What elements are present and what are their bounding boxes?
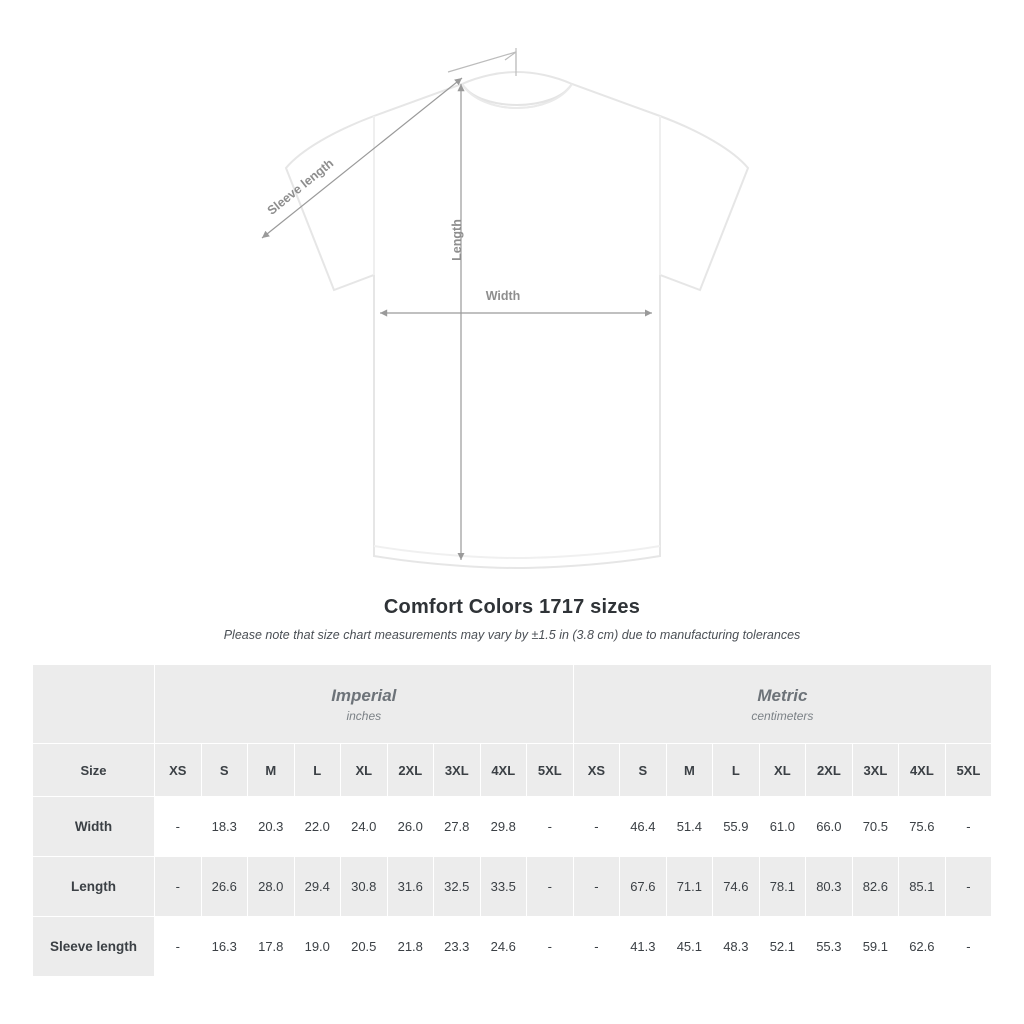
sleeve-imperial-xs: - — [155, 917, 202, 977]
header-metric-2xl: 2XL — [806, 744, 853, 797]
header-metric-s: S — [620, 744, 667, 797]
length-imperial-3xl: 32.5 — [434, 857, 481, 917]
sleeve-metric-s: 41.3 — [620, 917, 667, 977]
width-metric-4xl: 75.6 — [899, 797, 946, 857]
sleeve-imperial-5xl: - — [527, 917, 574, 977]
sleeve-metric-5xl: - — [945, 917, 992, 977]
sleeve-metric-3xl: 59.1 — [852, 917, 899, 977]
header-imperial-m: M — [248, 744, 295, 797]
width-metric-s: 46.4 — [620, 797, 667, 857]
sleeve-imperial-l: 19.0 — [294, 917, 341, 977]
length-label: Length — [450, 219, 464, 261]
sleeve-metric-l: 48.3 — [713, 917, 760, 977]
length-imperial-xl: 30.8 — [341, 857, 388, 917]
header-imperial-l: L — [294, 744, 341, 797]
sleeve-metric-4xl: 62.6 — [899, 917, 946, 977]
header-metric-4xl: 4XL — [899, 744, 946, 797]
sleeve-imperial-xl: 20.5 — [341, 917, 388, 977]
width-imperial-m: 20.3 — [248, 797, 295, 857]
row-label-width: Width — [33, 797, 155, 857]
table-row — [33, 797, 992, 857]
width-metric-l: 55.9 — [713, 797, 760, 857]
header-imperial-s: S — [201, 744, 248, 797]
length-metric-4xl: 85.1 — [899, 857, 946, 917]
tolerance-note: Please note that size chart measurements may vary by ±1.5 in (3.8 cm) due to manufacturing tolerances — [223, 628, 801, 642]
length-metric-2xl: 80.3 — [806, 857, 853, 917]
sleeve-imperial-4xl: 24.6 — [480, 917, 527, 977]
width-metric-xs: - — [573, 797, 620, 857]
band-metric-unit: centimeters — [751, 709, 814, 724]
width-metric-xl: 61.0 — [759, 797, 806, 857]
sleeve-metric-2xl: 55.3 — [806, 917, 853, 977]
width-imperial-xs: - — [155, 797, 202, 857]
length-metric-5xl: - — [945, 857, 992, 917]
length-imperial-l: 29.4 — [294, 857, 341, 917]
length-metric-m: 71.1 — [666, 857, 713, 917]
width-imperial-s: 18.3 — [201, 797, 248, 857]
width-imperial-5xl: - — [527, 797, 574, 857]
width-imperial-xl: 24.0 — [341, 797, 388, 857]
header-metric-5xl: 5XL — [945, 744, 992, 797]
header-imperial-xs: XS — [155, 744, 202, 797]
tshirt-shape — [286, 72, 748, 568]
band-imperial-unit: inches — [346, 709, 382, 724]
header-imperial-4xl: 4XL — [480, 744, 527, 797]
header-size: Size — [33, 744, 155, 797]
row-label-length: Length — [33, 857, 155, 917]
header-metric-3xl: 3XL — [852, 744, 899, 797]
length-imperial-s: 26.6 — [201, 857, 248, 917]
width-metric-2xl: 66.0 — [806, 797, 853, 857]
page-title: Comfort Colors 1717 sizes — [383, 596, 641, 618]
header-imperial-3xl: 3XL — [434, 744, 481, 797]
width-imperial-3xl: 27.8 — [434, 797, 481, 857]
band-metric — [573, 665, 992, 744]
band-imperial — [155, 665, 574, 744]
width-metric-m: 51.4 — [666, 797, 713, 857]
sleeve-imperial-3xl: 23.3 — [434, 917, 481, 977]
header-metric-l: L — [713, 744, 760, 797]
band-metric-title: Metric — [757, 685, 808, 705]
sleeve-imperial-2xl: 21.8 — [387, 917, 434, 977]
length-metric-3xl: 82.6 — [852, 857, 899, 917]
length-imperial-xs: - — [155, 857, 202, 917]
unit-band-row — [33, 665, 992, 744]
table-row — [33, 917, 992, 977]
row-label-sleeve-length: Sleeve length — [33, 917, 155, 977]
header-metric-xs: XS — [573, 744, 620, 797]
length-metric-l: 74.6 — [713, 857, 760, 917]
width-metric-5xl: - — [945, 797, 992, 857]
width-imperial-2xl: 26.0 — [387, 797, 434, 857]
width-imperial-4xl: 29.8 — [480, 797, 527, 857]
size-table — [32, 664, 992, 977]
sleeve-metric-xs: - — [573, 917, 620, 977]
sleeve-imperial-m: 17.8 — [248, 917, 295, 977]
header-imperial-xl: XL — [341, 744, 388, 797]
header-metric-xl: XL — [759, 744, 806, 797]
sleeve-imperial-s: 16.3 — [201, 917, 248, 977]
header-imperial-2xl: 2XL — [387, 744, 434, 797]
table-row — [33, 857, 992, 917]
size-header-row — [33, 744, 992, 797]
sleeve-length-label: Sleeve length — [264, 156, 337, 218]
length-imperial-5xl: - — [527, 857, 574, 917]
header-metric-m: M — [666, 744, 713, 797]
length-imperial-2xl: 31.6 — [387, 857, 434, 917]
width-imperial-l: 22.0 — [294, 797, 341, 857]
band-spacer — [33, 665, 155, 744]
band-imperial-title: Imperial — [331, 685, 397, 705]
length-imperial-m: 28.0 — [248, 857, 295, 917]
width-metric-3xl: 70.5 — [852, 797, 899, 857]
length-metric-xs: - — [573, 857, 620, 917]
width-label: Width — [485, 289, 521, 303]
sleeve-metric-m: 45.1 — [666, 917, 713, 977]
length-metric-xl: 78.1 — [759, 857, 806, 917]
header-imperial-5xl: 5XL — [527, 744, 574, 797]
title-block — [0, 596, 1024, 642]
size-table-wrapper — [0, 664, 1024, 977]
sleeve-metric-xl: 52.1 — [759, 917, 806, 977]
length-imperial-4xl: 33.5 — [480, 857, 527, 917]
length-metric-s: 67.6 — [620, 857, 667, 917]
